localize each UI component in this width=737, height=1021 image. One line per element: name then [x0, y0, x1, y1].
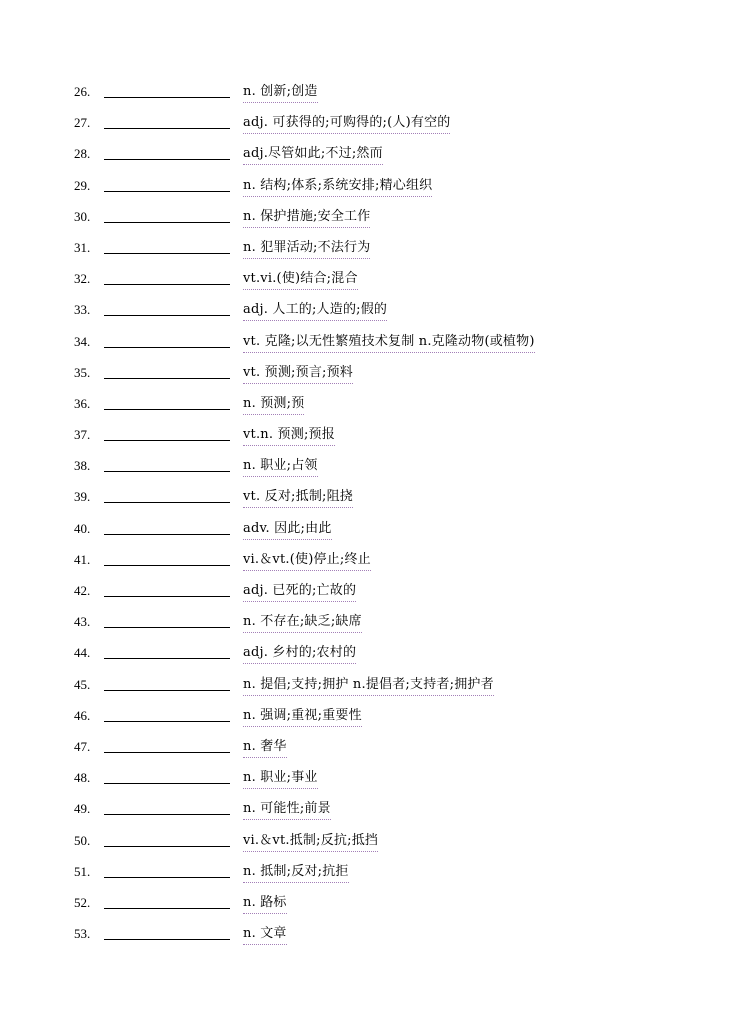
answer-blank[interactable] — [104, 97, 230, 98]
item-number: 31. — [74, 239, 91, 255]
definition-text: vi.＆vt.(使)停止;终止 — [243, 550, 371, 571]
answer-blank[interactable] — [104, 752, 230, 753]
vocab-row — [0, 80, 737, 111]
vocab-row — [0, 423, 737, 454]
item-number: 40. — [74, 520, 91, 536]
answer-blank[interactable] — [104, 596, 230, 597]
item-number: 30. — [74, 208, 91, 224]
definition-text: n. 结构;体系;系统安排;精心组织 — [243, 176, 432, 197]
item-number: 28. — [74, 146, 91, 162]
vocab-row — [0, 641, 737, 672]
item-number: 48. — [74, 770, 91, 786]
vocab-row — [0, 298, 737, 329]
definition-text: adj. 乡村的;农村的 — [243, 643, 356, 664]
item-number: 34. — [74, 333, 91, 349]
answer-blank[interactable] — [104, 128, 230, 129]
answer-blank[interactable] — [104, 846, 230, 847]
item-number: 26. — [74, 84, 91, 99]
item-number: 41. — [74, 551, 91, 567]
vocab-row — [0, 485, 737, 516]
answer-blank[interactable] — [104, 877, 230, 878]
vocab-row — [0, 267, 737, 298]
definition-text: adj.尽管如此;不过;然而 — [243, 144, 383, 165]
vocab-row — [0, 829, 737, 860]
vocab-row — [0, 174, 737, 205]
answer-blank[interactable] — [104, 222, 230, 223]
vocab-row — [0, 454, 737, 485]
item-number: 27. — [74, 115, 91, 131]
vocab-row — [0, 860, 737, 891]
answer-blank[interactable] — [104, 315, 230, 316]
vocab-row — [0, 766, 737, 797]
answer-blank[interactable] — [104, 908, 230, 909]
item-number: 35. — [74, 364, 91, 380]
vocab-row — [0, 236, 737, 267]
item-number: 50. — [74, 832, 91, 848]
item-number: 43. — [74, 614, 91, 630]
definition-text: vt.n. 预测;预报 — [243, 425, 335, 446]
definition-text: n. 文章 — [243, 924, 287, 945]
answer-blank[interactable] — [104, 690, 230, 691]
definition-text: n. 预测;预 — [243, 394, 304, 415]
item-number: 45. — [74, 676, 91, 692]
definition-text: n. 职业;事业 — [243, 768, 318, 789]
answer-blank[interactable] — [104, 471, 230, 472]
answer-blank[interactable] — [104, 783, 230, 784]
vocab-row — [0, 205, 737, 236]
answer-blank[interactable] — [104, 440, 230, 441]
vocab-row — [0, 361, 737, 392]
definition-text: n. 不存在;缺乏;缺席 — [243, 612, 362, 633]
definition-text: adj. 可获得的;可购得的;(人)有空的 — [243, 113, 450, 134]
answer-blank[interactable] — [104, 534, 230, 535]
vocab-row — [0, 330, 737, 361]
definition-text: vt.vi.(使)结合;混合 — [243, 269, 358, 290]
vocab-row — [0, 548, 737, 579]
vocab-row — [0, 673, 737, 704]
definition-text: n. 创新;创造 — [243, 82, 318, 103]
vocab-row — [0, 579, 737, 610]
definition-text: n. 犯罪活动;不法行为 — [243, 238, 370, 259]
definition-text: vt. 反对;抵制;阻挠 — [243, 487, 353, 508]
definition-text: n. 提倡;支持;拥护 n.提倡者;支持者;拥护者 — [243, 675, 494, 696]
definition-text: adj. 人工的;人造的;假的 — [243, 300, 387, 321]
definition-text: n. 抵制;反对;抗拒 — [243, 862, 349, 883]
item-number: 39. — [74, 489, 91, 505]
item-number: 38. — [74, 458, 91, 474]
answer-blank[interactable] — [104, 627, 230, 628]
definition-text: n. 路标 — [243, 893, 287, 914]
answer-blank[interactable] — [104, 565, 230, 566]
answer-blank[interactable] — [104, 409, 230, 410]
answer-blank[interactable] — [104, 658, 230, 659]
vocab-row — [0, 517, 737, 548]
vocab-row — [0, 610, 737, 641]
answer-blank[interactable] — [104, 191, 230, 192]
answer-blank[interactable] — [104, 284, 230, 285]
vocab-row — [0, 735, 737, 766]
vocabulary-list — [0, 80, 737, 953]
definition-text: n. 奢华 — [243, 737, 287, 758]
answer-blank[interactable] — [104, 502, 230, 503]
item-number: 32. — [74, 271, 91, 287]
vocab-row — [0, 704, 737, 735]
answer-blank[interactable] — [104, 253, 230, 254]
answer-blank[interactable] — [104, 814, 230, 815]
vocab-row — [0, 111, 737, 142]
item-number: 29. — [74, 177, 91, 193]
item-number: 36. — [74, 395, 91, 411]
answer-blank[interactable] — [104, 347, 230, 348]
item-number: 33. — [74, 302, 91, 318]
item-number: 51. — [74, 863, 91, 879]
item-number: 49. — [74, 801, 91, 817]
answer-blank[interactable] — [104, 159, 230, 160]
vocab-row — [0, 922, 737, 953]
definition-text: adv. 因此;由此 — [243, 519, 332, 540]
item-number: 46. — [74, 707, 91, 723]
item-number: 52. — [74, 894, 91, 910]
vocab-row — [0, 142, 737, 173]
definition-text: n. 保护措施;安全工作 — [243, 207, 370, 228]
item-number: 47. — [74, 738, 91, 754]
definition-text: vt. 克隆;以无性繁殖技术复制 n.克隆动物(或植物) — [243, 332, 535, 353]
answer-blank[interactable] — [104, 939, 230, 940]
definition-text: vi.＆vt.抵制;反抗;抵挡 — [243, 831, 378, 852]
vocab-row — [0, 891, 737, 922]
answer-blank[interactable] — [104, 378, 230, 379]
item-number: 42. — [74, 583, 91, 598]
answer-blank[interactable] — [104, 721, 230, 722]
item-number: 44. — [74, 645, 91, 661]
vocab-row — [0, 392, 737, 423]
definition-text: vt. 预测;预言;预料 — [243, 363, 353, 384]
vocab-row — [0, 797, 737, 828]
definition-text: n. 可能性;前景 — [243, 799, 331, 820]
definition-text: adj. 已死的;亡故的 — [243, 581, 356, 602]
definition-text: n. 职业;占领 — [243, 456, 318, 477]
definition-text: n. 强调;重视;重要性 — [243, 706, 362, 727]
item-number: 37. — [74, 427, 91, 443]
item-number: 53. — [74, 926, 91, 942]
